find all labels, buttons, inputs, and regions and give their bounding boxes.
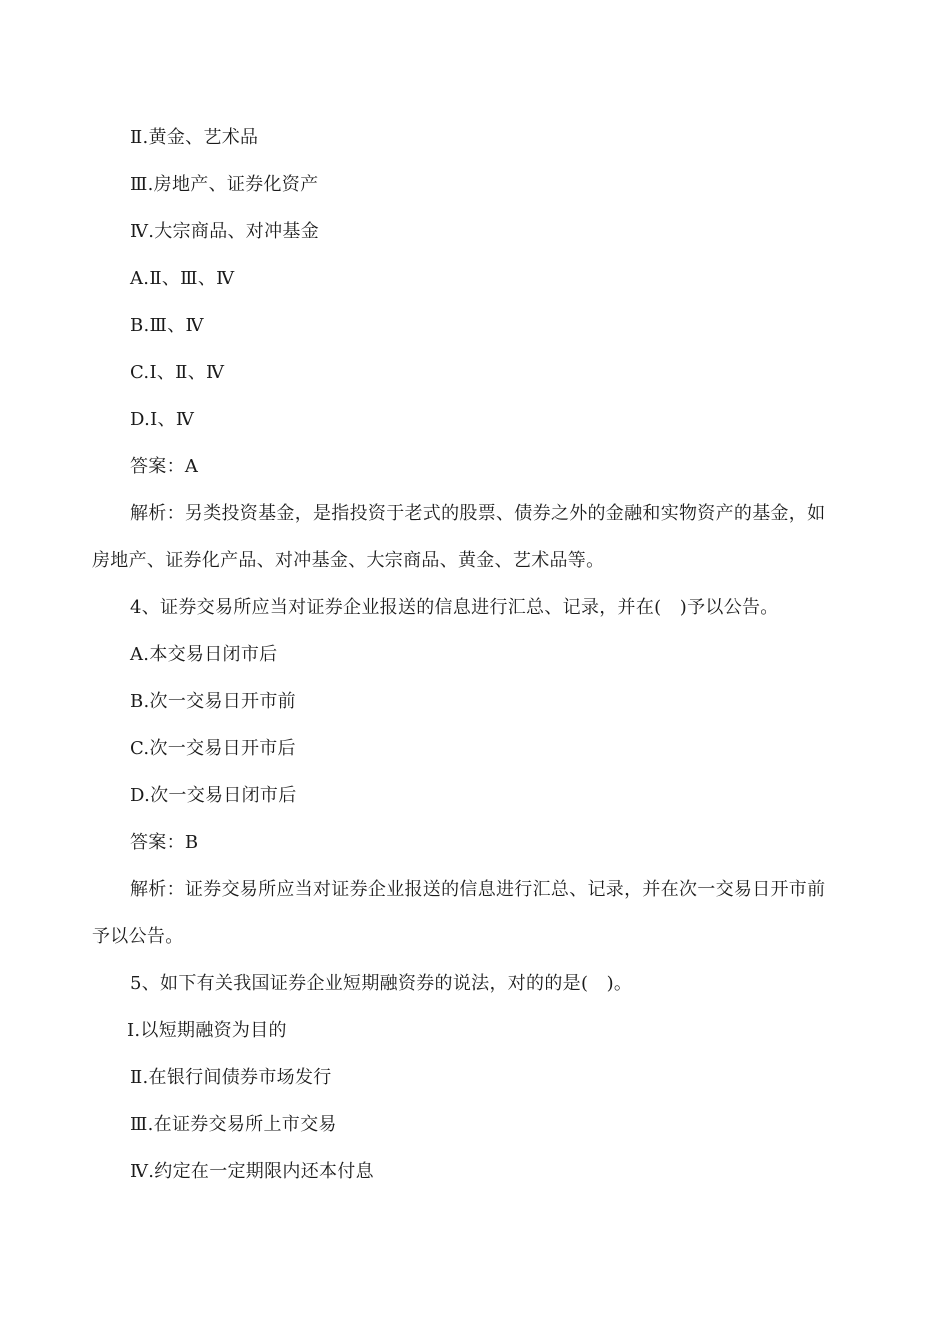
- q3-item-2: Ⅱ.黄金、艺术品: [130, 127, 259, 148]
- q3-analysis-line2: 房地产、证券化产品、对冲基金、大宗商品、黄金、艺术品等。: [92, 550, 605, 571]
- q3-option-a: A.Ⅱ、Ⅲ、Ⅳ: [130, 268, 235, 289]
- q3-item-3: Ⅲ.房地产、证券化资产: [130, 174, 319, 195]
- q5-item-1: Ⅰ.以短期融资为目的: [127, 1020, 287, 1041]
- q4-option-c: C.次一交易日开市后: [130, 738, 296, 759]
- q3-option-d: D.Ⅰ、Ⅳ: [130, 409, 195, 430]
- q3-analysis-line1: 解析：另类投资基金，是指投资于老式的股票、债券之外的金融和实物资产的基金，如: [130, 503, 826, 524]
- q3-answer: 答案：A: [130, 456, 199, 477]
- q4-question: 4、证券交易所应当对证券企业报送的信息进行汇总、记录，并在( )予以公告。: [130, 597, 779, 618]
- q3-item-4: Ⅳ.大宗商品、对冲基金: [130, 221, 320, 242]
- q4-answer: 答案：B: [130, 832, 199, 853]
- q5-question: 5、如下有关我国证券企业短期融资券的说法，对的的是( )。: [130, 973, 633, 994]
- q3-option-b: B.Ⅲ、Ⅳ: [130, 315, 204, 336]
- q4-option-d: D.次一交易日闭市后: [130, 785, 297, 806]
- q5-item-2: Ⅱ.在银行间债券市场发行: [130, 1067, 332, 1088]
- q5-item-4: Ⅳ.约定在一定期限内还本付息: [130, 1161, 374, 1182]
- q4-option-b: B.次一交易日开市前: [130, 691, 296, 712]
- q4-analysis-line1: 解析：证券交易所应当对证券企业报送的信息进行汇总、记录，并在次一交易日开市前: [130, 879, 826, 900]
- q4-option-a: A.本交易日闭市后: [130, 644, 278, 665]
- q3-option-c: C.Ⅰ、Ⅱ、Ⅳ: [130, 362, 225, 383]
- q5-item-3: Ⅲ.在证券交易所上市交易: [130, 1114, 337, 1135]
- q4-analysis-line2: 予以公告。: [92, 926, 184, 947]
